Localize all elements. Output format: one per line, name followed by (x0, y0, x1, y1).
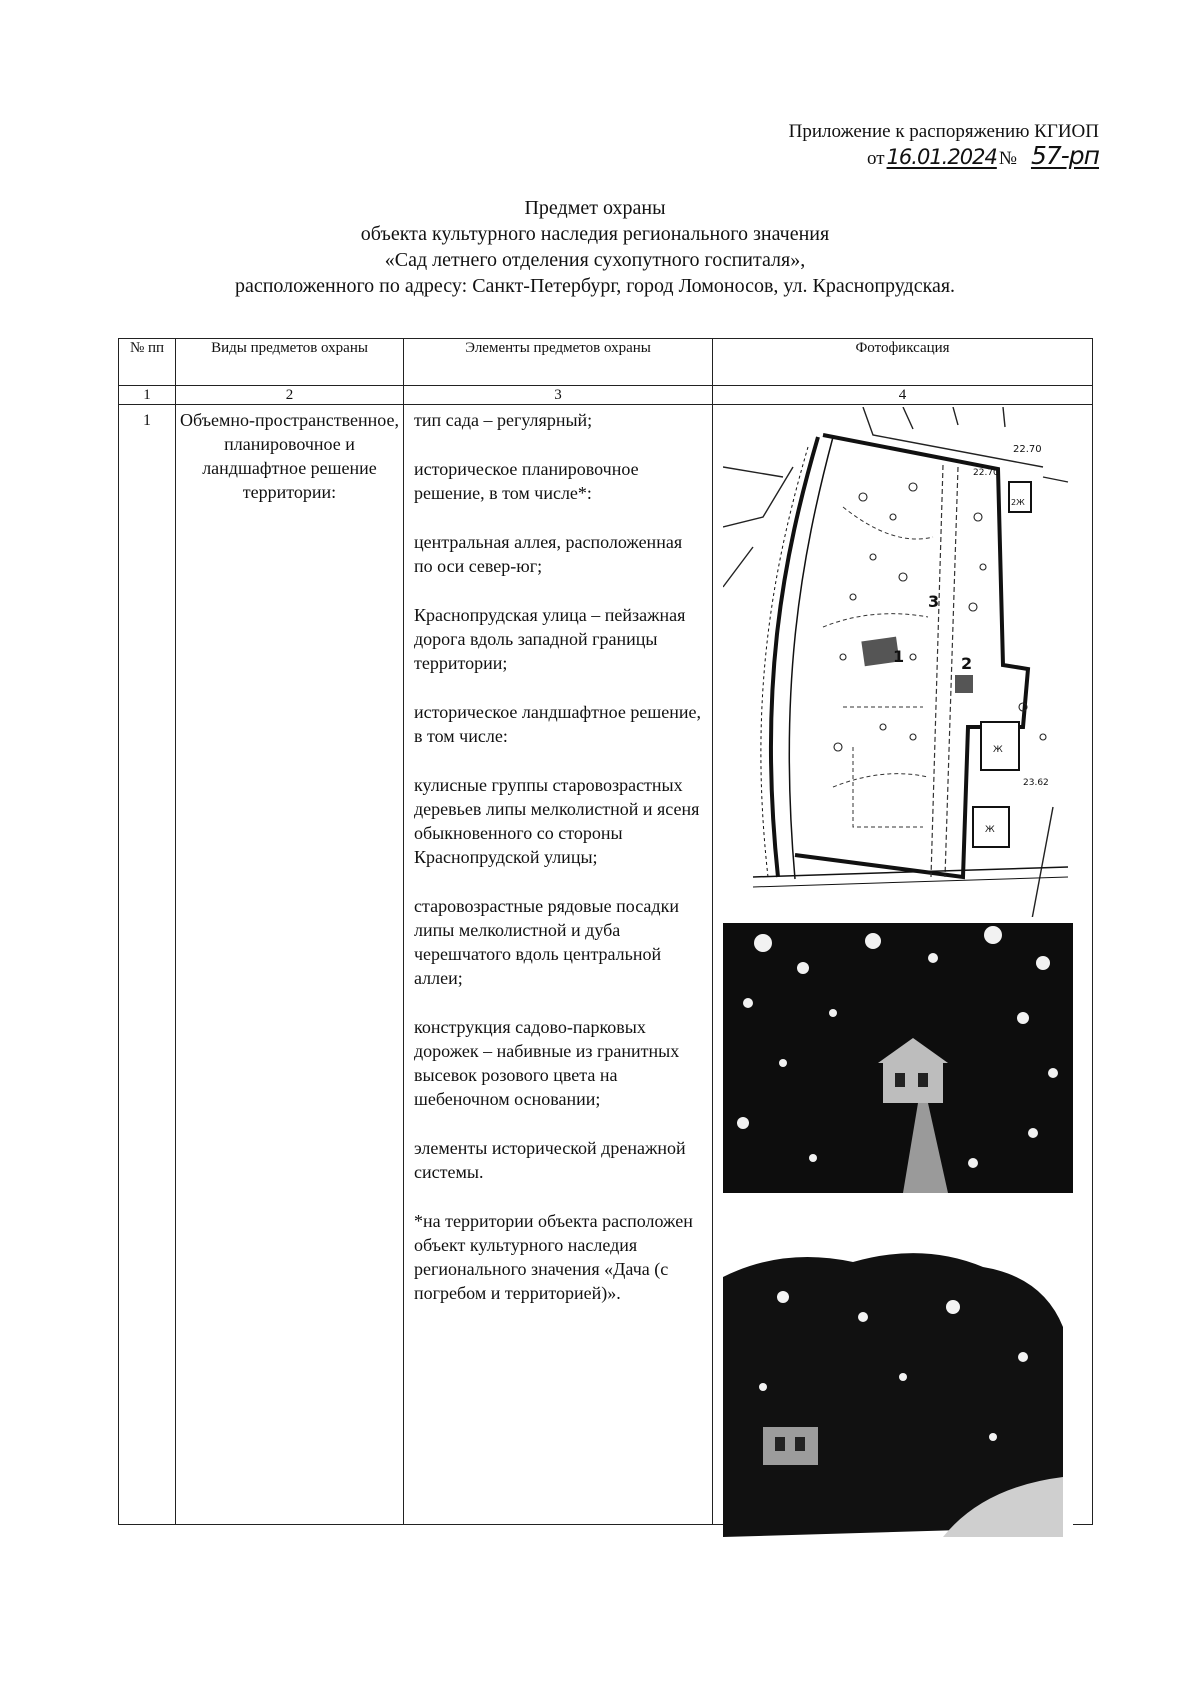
header-types: Виды предметов охраны (176, 339, 404, 386)
photo-column (713, 405, 1093, 1525)
document-title (140, 195, 1050, 299)
element-item: историческое ландшафтное решение, в том числе: (414, 702, 701, 746)
column-number: 3 (404, 386, 713, 405)
map-label: 22.70 (1013, 444, 1042, 455)
number-label: № (998, 148, 1017, 169)
table-row (119, 405, 1093, 1525)
order-number: 57-рп (1030, 141, 1099, 170)
garden-photo (723, 1247, 1073, 1537)
header-photos: Фотофиксация (713, 339, 1093, 386)
title-line-1: Предмет охраны (524, 197, 666, 219)
element-item: кулисные группы старовозрастных деревьев липы мелколистной и ясеня обыкновенного со стороны Краснопрудской улицы; (414, 775, 700, 867)
element-item: старовозрастные рядовые посадки липы мелколистной и дуба черешчатого вдоль центральной аллеи; (414, 896, 679, 988)
title-line-2: объекта культурного наследия регионального значения (360, 223, 830, 245)
map-label: 2Ж (1011, 498, 1025, 507)
element-item: конструкция садово-парковых дорожек – набивные из гранитных высевок розового цвета на шебеночном основании; (414, 1017, 680, 1109)
elements-list (404, 405, 713, 1525)
map-label: 2 (961, 654, 973, 673)
site-plan-map (723, 407, 1073, 917)
appendix-header (679, 121, 1099, 170)
column-number: 2 (176, 386, 404, 405)
protection-type: Объемно-пространственное, планировочное и ландшафтное решение территории: (176, 405, 404, 1525)
map-label: 3 (928, 592, 940, 611)
header-row (119, 339, 1093, 386)
column-number-row (119, 386, 1093, 405)
title-line-3: «Сад летнего отделения сухопутного госпиталя», (384, 249, 806, 271)
element-item: элементы исторической дренажной системы. (414, 1138, 686, 1182)
order-line (679, 141, 1099, 170)
title-line-4: расположенного по адресу: Санкт-Петербург, город Ломоносов, ул. Краснопрудская. (234, 275, 956, 297)
map-label: Ж (985, 825, 995, 835)
element-item: центральная аллея, расположенная по оси север-юг; (414, 532, 683, 576)
garden-photo-svg (723, 1247, 1073, 1537)
appendix-line: Приложение к распоряжению КГИОП (788, 121, 1099, 142)
alley-photo (723, 923, 1073, 1193)
protection-table (118, 338, 1093, 1525)
site-plan-svg (723, 407, 1073, 917)
column-number: 1 (119, 386, 176, 405)
from-label: от (867, 148, 885, 169)
order-date: 16.01.2024 (886, 145, 997, 169)
element-item: тип сада – регулярный; (414, 410, 593, 430)
element-item: историческое планировочное решение, в том числе*: (414, 459, 639, 503)
map-label: 22.70 (973, 468, 999, 478)
map-label: 1 (893, 647, 905, 666)
map-label: Ж (993, 745, 1003, 755)
row-number: 1 (119, 405, 176, 1525)
element-item: Краснопрудская улица – пейзажная дорога вдоль западной границы территории; (414, 605, 686, 673)
alley-photo-svg (723, 923, 1073, 1193)
element-item: *на территории объекта расположен объект культурного наследия регионального значения «Дача (с погребом и территорией)». (414, 1211, 693, 1303)
column-number: 4 (713, 386, 1093, 405)
header-elements: Элементы предметов охраны (404, 339, 713, 386)
header-number: № пп (119, 339, 176, 386)
map-label: 23.62 (1023, 778, 1049, 788)
